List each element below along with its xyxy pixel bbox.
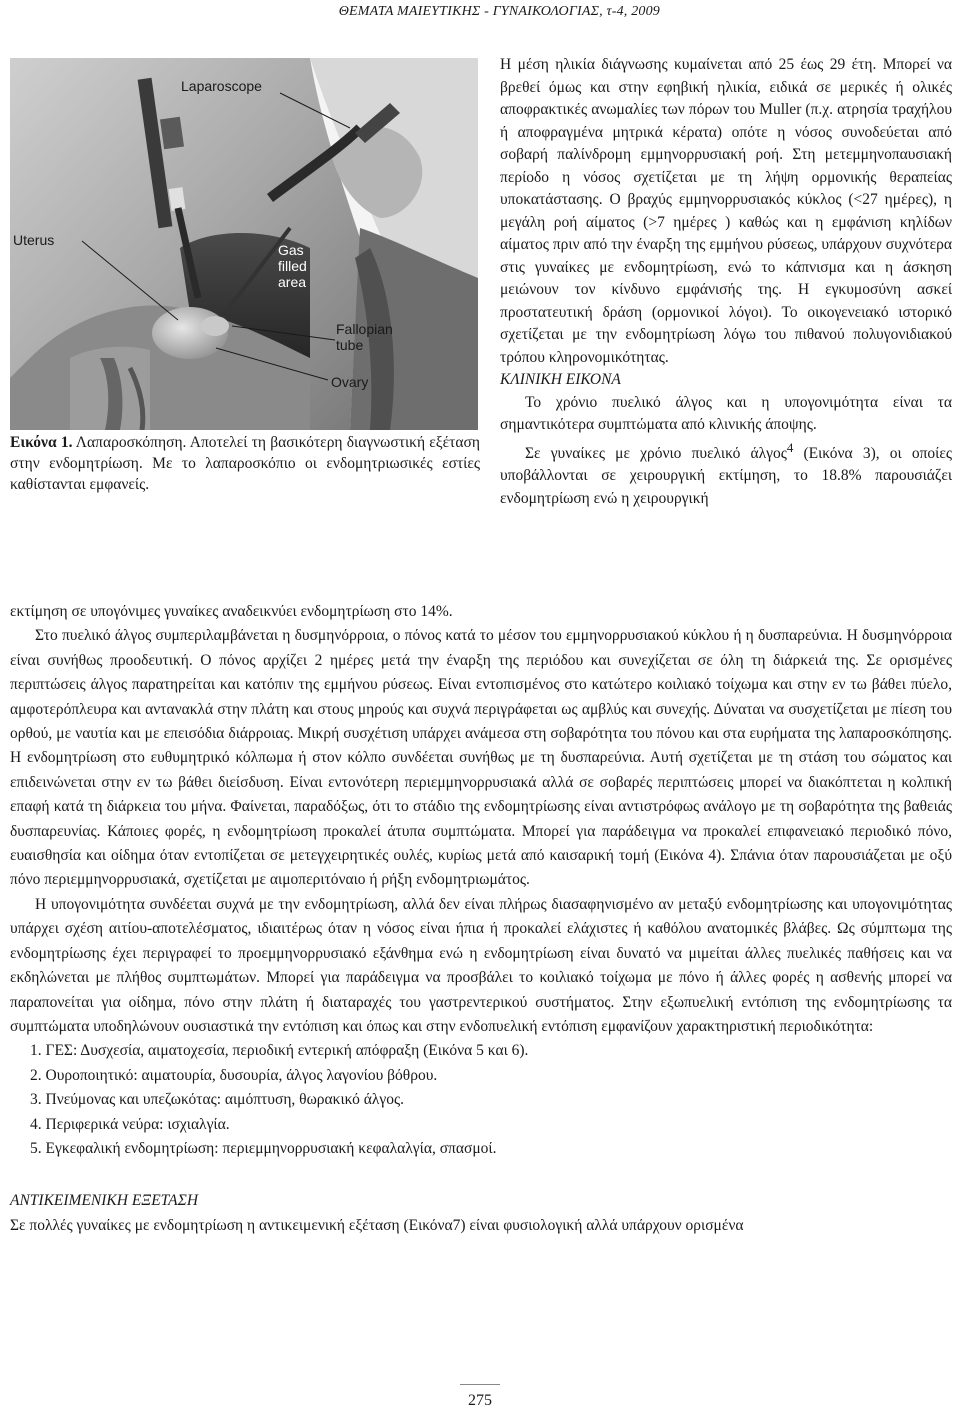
label-laparoscope: Laparoscope xyxy=(181,78,262,94)
paragraph-infertile-stats: εκτίμηση σε υπογόνιμες γυναίκες αναδεικνύει ενδομητρίωση στο 14%. xyxy=(10,603,453,620)
label-gas-line1: Gas xyxy=(278,242,304,258)
figure-caption xyxy=(10,432,480,495)
paragraph-pelvic-pain: Στο πυελικό άλγος συμπεριλαμβάνεται η δυσμηνόρροια, ο πόνος κατά το μέσον του εμμηνορρυσιακού κύκλου ή η δυσπαρεύνια. Η δυσμηνόρροια είναι συνήθως προοδευτική. Ο πόνος αρχίζει 2 ημέρες μετά την έναρξη της περιόδου και συνεχίζεται σε όλη τη διάρκειά της. Σε ορισμένες περιπτώσεις άλγος παρατηρείται και κατόπιν της εμμήνου ρύσεως. Είναι εντοπισμένος στο κατώτερο κοιλιακό τοίχωμα και στην εν τω βάθει πύελο, αμφοτερόπλευρα και αντανακλά στην πλάτη και στους μηρούς και συχνά περιγράφεται ως αμβλύς και συνεχής. Δύναται να συσχετίζεται με πίεση του ορθού, με ναυτία και με επεισόδια διάρροιας. Μικρή συσχέτιση υπάρχει ανάμεσα στη σοβαρότητα του πόνου και στα ευρήματα της λαπαροσκόπησης. Η ενδομητρίωση στο ευθυμητρικό κόλπωμα ή στον κόλπο συνδέεται συνήθως με τη δυσπαρεύνια. Αυτή σχετίζεται με τη στάση του σώματος και επιδεινώνεται στην εν τω βάθει διείσδυση. Είναι εντονότερη περιεμμηνορρυσιακά αλλά σε σοβαρές περιπτώσεις μπορεί να διακόπτεται η κολπική επαφή κατά τη διάρκεια του μήνα. Φαίνεται, παραδόξως, ότι το στάδιο της ενδομητρίωσης είναι αντιστρόφως ανάλογο με τη σοβαρότητα της βαθειάς δυσπαρευνίας. Κάποιες φορές, η ενδομητρίωση προκαλεί άτυπα συμπτώματα. Μπορεί για παράδειγμα να προκαλεί επιφανειακό περιοδικό πόνο, ευαισθησία και οίδημα όταν εντοπίζεται σε μετεγχειρητικές ουλές, κυρίως μετά από καισαρική τομή (Εικόνα 4). Σπάνια όταν παρουσιάζεται με οξύ πόνο περιεμμηνορρυσιακά, σχετίζεται με αιμοπεριτόναιο ή ρήξη ενδομητριωμάτος. xyxy=(10,627,952,889)
laparoscopy-drawing xyxy=(10,58,478,430)
paragraph-pelvic-pain-stats xyxy=(500,437,952,511)
caption-lead: Εικόνα 1. xyxy=(10,434,73,451)
heading-physical-exam: ΑΝΤΙΚΕΙΜΕΝΙΚΗ ΕΞΕΤΑΣΗ xyxy=(10,1192,199,1210)
caption-text: Λαπαροσκόπηση. Αποτελεί τη βασικότερη διαγνωστική εξέταση στην ενδομητρίωση. Με το λαπαροσκόπιο οι ενδομητριωσικές εστίες καθίστανται εμφανείς. xyxy=(10,434,480,493)
running-title: ΘΕΜΑΤΑ ΜΑΙΕΥΤΙΚΗΣ - ΓΥΝΑΙΚΟΛΟΓΙΑΣ, τ-4, 2009 xyxy=(338,4,660,19)
pelvic-pain-text-b: (Εικόνα 3), οι οποίες υποβάλλονται σε χειρουργική εκτίμηση, το 18.8% παρουσιάζει ενδομητρίωση ενώ η χειρουργική xyxy=(500,444,953,507)
label-fallopian-line2: tube xyxy=(336,337,364,353)
label-gas-filled-area xyxy=(278,242,307,290)
citation-4: 4 xyxy=(786,439,794,455)
footer-rule xyxy=(460,1384,500,1385)
paragraph-physical-exam: Σε πολλές γυναίκες με ενδομητρίωση η αντικειμενική εξέταση (Εικόνα7) είναι φυσιολογική αλλά υπάρχουν ορισμένα xyxy=(10,1216,744,1234)
right-column xyxy=(500,54,952,510)
label-gas-line2: filled xyxy=(278,258,307,274)
label-fallopian-tube xyxy=(336,321,393,353)
list-item: 4. Περιφερικά νεύρα: ισχιαλγία. xyxy=(30,1115,230,1133)
list-item: 1. ΓΕΣ: Δυσχεσία, αιματοχεσία, περιοδική εντερική απόφραξη (Εικόνα 5 και 6). xyxy=(30,1042,529,1060)
label-ovary: Ovary xyxy=(331,374,369,390)
label-uterus: Uterus xyxy=(13,232,55,248)
full-width-body xyxy=(10,600,952,1238)
list-item: 3. Πνεύμονας και υπεζωκότας: αιμόπτυση, θωρακικό άλγος. xyxy=(30,1091,404,1109)
paragraph-main-symptoms: Το χρόνιο πυελικό άλγος και η υπογονιμότητα είναι τα σημαντικότερα συμπτώματα από κλινικής άποψης. xyxy=(500,393,952,433)
list-item: 5. Εγκεφαλική ενδομητρίωση: περιεμμηνορρυσιακή κεφαλαλγία, σπασμοί. xyxy=(30,1139,497,1157)
paragraph-infertility: Η υπογονιμότητα συνδέεται συχνά με την ενδομητρίωση, αλλά δεν είναι πλήρως διασαφηνισμένο αν μεταξύ ενδομητρίωσης και υπογονιμότητας υπάρχει σχέση αιτίου-αποτελέσματος, ιδιαιτέρως όταν η νόσος είναι ήπια ή προκαλεί ελάχιστες ή καθόλου ανατομικές βλάβες. Ως σύμπτωμα της ενδομητρίωσης έχει περιγραφεί το προεμμηνορρυσιακό εξάνθημα ενώ η ενδομητρίωση είναι δυνατό να μιμείται άλλες πυελικές παθήσεις και να εκδηλώνεται με πλήθος συμπτωμάτων. Μπορεί για παράδειγμα να προσβάλει το κοιλιακό τοίχωμα με πόνο ή άλλες φορές η ασθενής μπορεί να παραπονείται για οίδημα, πόνο στην πλάτη ή διαταραχές του γαστρεντερικού συστήματος. Στην εξωπυελική εντόπιση της ενδομητρίωσης τα συμπτώματα υποδηλώνουν ουσιαστικά την εντόπιση και όπως και στην ενδοπυελική εντόπιση εμφανίζουν χαρακτηριστική περιοδικότητα: xyxy=(10,895,952,1035)
label-gas-line3: area xyxy=(278,274,307,290)
list-item: 2. Ουροποιητικό: αιματουρία, δυσουρία, άλγος λαγονίου βόθρου. xyxy=(30,1066,438,1084)
paragraph-age-risk: Η μέση ηλικία διάγνωσης κυμαίνεται από 25 έως 29 έτη. Μπορεί να βρεθεί όμως και στην εφηβική ηλικία, ειδικά σε μερικές ή ολικές αποφρακτικές ανωμαλίες των πόρων του Muller (π.χ. ατρησία τραχήλου ή αποφραγμένα μητρικά κέρατα) οπότε η νόσος συνοδεύεται από σοβαρή παλίνδρομη εμμηνορρυσιακή ροή. Στη μετεμμηνοπαυσιακή περίοδο η νόσος σχετίζεται με τη λήψη ορμονικής θεραπείας υποκατάστασης. Ο βραχύς εμμηνορρυσιακός κύκλος (<27 ημέρες), η μεγάλη ροή αίματος (>7 ημέρες ) καθώς και η εμφάνιση κηλίδων αίματος πριν από την έναρξη της εμμήνου ρύσεως, υπάρχουν συχνότερα στις γυναίκες με ενδομητρίωση, ενώ το κάπνισμα και η άσκηση μειώνουν τον κίνδυνο εμφάνισής της. Η εγκυμοσύνη ασκεί προστατευτική δράση (ορμονικοί λόγοι). Το οικογενειακό ιστορικό σχετίζεται με την ενδομητρίωση λόγω του πιθανού πολυγονιδιακού τρόπου κληρονομικότητας. xyxy=(500,56,952,366)
laparoscopy-illustration xyxy=(10,58,478,430)
label-fallopian-line1: Fallopian xyxy=(336,321,393,337)
extrapelvic-symptom-list xyxy=(30,1039,952,1161)
heading-clinical-picture: ΚΛΙΝΙΚΗ ΕΙΚΟΝΑ xyxy=(500,371,621,388)
page-number: 275 xyxy=(468,1392,492,1409)
pelvic-pain-text-a: Σε γυναίκες με χρόνιο πυελικό άλγος xyxy=(525,444,787,462)
